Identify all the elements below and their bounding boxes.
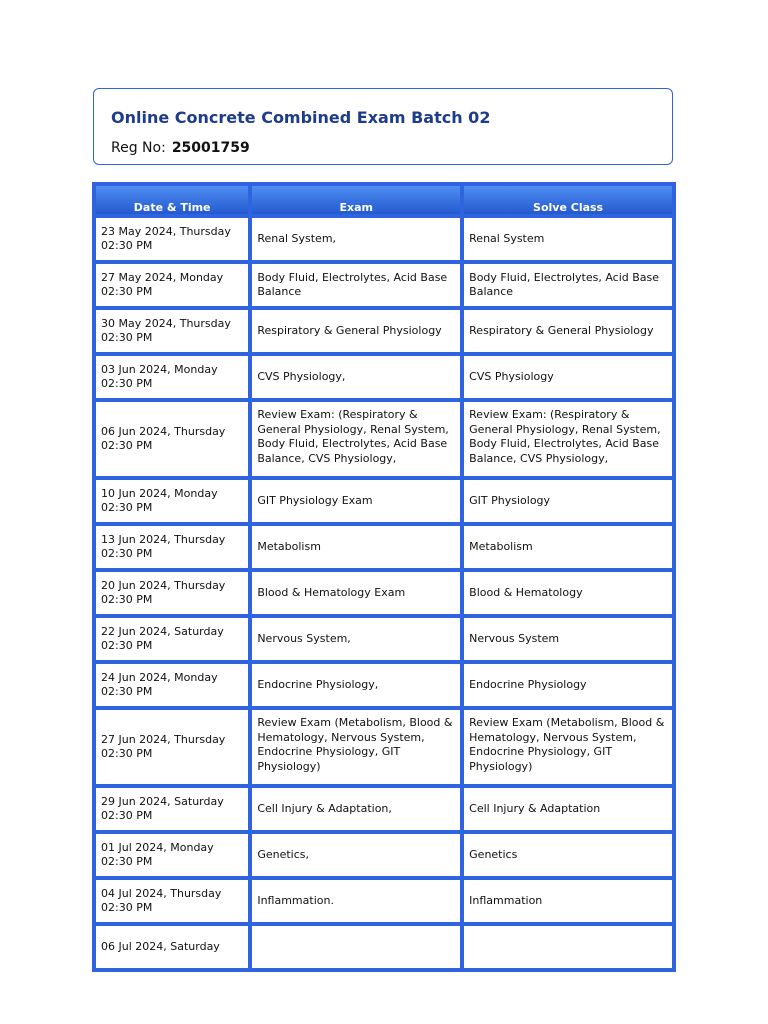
cell-date-time bbox=[96, 264, 248, 306]
exam-date: 04 Jul 2024, Thursday bbox=[101, 886, 222, 900]
exam-time: 02:30 PM bbox=[101, 547, 153, 560]
cell-exam: Body Fluid, Electrolytes, Acid Base Balance bbox=[252, 264, 460, 306]
table-row bbox=[96, 664, 672, 706]
reg-number: 25001759 bbox=[171, 140, 250, 156]
cell-exam: Inflammation. bbox=[252, 880, 460, 922]
column-header-solve-class: Solve Class bbox=[464, 186, 672, 214]
table-row bbox=[96, 526, 672, 568]
exam-date: 23 May 2024, Thursday bbox=[101, 224, 231, 238]
exam-info-card bbox=[93, 88, 673, 165]
cell-exam: GIT Physiology Exam bbox=[252, 480, 460, 522]
exam-time: 02:30 PM bbox=[101, 501, 153, 514]
column-header-exam: Exam bbox=[252, 186, 460, 214]
cell-exam: Blood & Hematology Exam bbox=[252, 572, 460, 614]
cell-solve-class: Renal System bbox=[464, 218, 672, 260]
exam-date: 13 Jun 2024, Thursday bbox=[101, 532, 226, 546]
exam-time: 02:30 PM bbox=[101, 809, 153, 822]
exam-date: 01 Jul 2024, Monday bbox=[101, 840, 214, 854]
cell-date-time bbox=[96, 480, 248, 522]
cell-exam: Endocrine Physiology, bbox=[252, 664, 460, 706]
table-row bbox=[96, 402, 672, 476]
cell-solve-class: Endocrine Physiology bbox=[464, 664, 672, 706]
cell-date-time bbox=[96, 526, 248, 568]
exam-date: 06 Jul 2024, Saturday bbox=[101, 939, 220, 953]
table-header-row bbox=[96, 186, 672, 214]
column-header-date-time: Date & Time bbox=[96, 186, 248, 214]
table-row bbox=[96, 218, 672, 260]
cell-solve-class: Body Fluid, Electrolytes, Acid Base Balance bbox=[464, 264, 672, 306]
cell-date-time bbox=[96, 710, 248, 784]
cell-date-time bbox=[96, 310, 248, 352]
schedule-table-container bbox=[93, 183, 675, 953]
schedule-table bbox=[92, 182, 676, 972]
exam-time: 02:30 PM bbox=[101, 331, 153, 344]
exam-date: 30 May 2024, Thursday bbox=[101, 316, 231, 330]
exam-date: 10 Jun 2024, Monday bbox=[101, 486, 218, 500]
exam-time: 02:30 PM bbox=[101, 439, 153, 452]
table-row bbox=[96, 618, 672, 660]
exam-time: 02:30 PM bbox=[101, 855, 153, 868]
cell-solve-class: Inflammation bbox=[464, 880, 672, 922]
cell-exam: Cell Injury & Adaptation, bbox=[252, 788, 460, 830]
cell-solve-class: Review Exam (Metabolism, Blood & Hematology, Nervous System, Endocrine Physiology, GIT Physiology) bbox=[464, 710, 672, 784]
cell-exam bbox=[252, 926, 460, 968]
cell-solve-class: Genetics bbox=[464, 834, 672, 876]
table-row bbox=[96, 310, 672, 352]
table-row bbox=[96, 710, 672, 784]
cell-solve-class: Respiratory & General Physiology bbox=[464, 310, 672, 352]
exam-title: Online Concrete Combined Exam Batch 02 bbox=[111, 108, 491, 127]
table-row bbox=[96, 480, 672, 522]
exam-date: 27 May 2024, Monday bbox=[101, 270, 224, 284]
exam-time: 02:30 PM bbox=[101, 377, 153, 390]
exam-date: 29 Jun 2024, Saturday bbox=[101, 794, 224, 808]
table-row bbox=[96, 926, 672, 968]
cell-date-time bbox=[96, 402, 248, 476]
cell-date-time bbox=[96, 356, 248, 398]
cell-solve-class: CVS Physiology bbox=[464, 356, 672, 398]
cell-date-time bbox=[96, 834, 248, 876]
registration-line bbox=[111, 140, 250, 156]
cell-exam: Genetics, bbox=[252, 834, 460, 876]
cell-date-time bbox=[96, 880, 248, 922]
table-row bbox=[96, 356, 672, 398]
cell-solve-class: Cell Injury & Adaptation bbox=[464, 788, 672, 830]
cell-date-time bbox=[96, 788, 248, 830]
cell-exam: Renal System, bbox=[252, 218, 460, 260]
exam-time: 02:30 PM bbox=[101, 593, 153, 606]
reg-label: Reg No: bbox=[111, 140, 166, 156]
exam-time: 02:30 PM bbox=[101, 901, 153, 914]
cell-date-time bbox=[96, 664, 248, 706]
cell-solve-class: Nervous System bbox=[464, 618, 672, 660]
exam-time: 02:30 PM bbox=[101, 639, 153, 652]
table-row bbox=[96, 834, 672, 876]
exam-date: 27 Jun 2024, Thursday bbox=[101, 732, 226, 746]
exam-time: 02:30 PM bbox=[101, 285, 153, 298]
table-row bbox=[96, 264, 672, 306]
table-row bbox=[96, 572, 672, 614]
schedule-table-body bbox=[96, 218, 672, 968]
cell-solve-class: Review Exam: (Respiratory & General Physiology, Renal System, Body Fluid, Electrolytes, Acid Base Balance, CVS Physiology, bbox=[464, 402, 672, 476]
exam-date: 03 Jun 2024, Monday bbox=[101, 362, 218, 376]
cell-exam: CVS Physiology, bbox=[252, 356, 460, 398]
exam-time: 02:30 PM bbox=[101, 685, 153, 698]
cell-date-time bbox=[96, 926, 248, 968]
exam-time: 02:30 PM bbox=[101, 239, 153, 252]
cell-date-time bbox=[96, 618, 248, 660]
table-row bbox=[96, 880, 672, 922]
cell-exam: Nervous System, bbox=[252, 618, 460, 660]
cell-solve-class: Blood & Hematology bbox=[464, 572, 672, 614]
exam-date: 06 Jun 2024, Thursday bbox=[101, 424, 226, 438]
cell-solve-class: GIT Physiology bbox=[464, 480, 672, 522]
exam-date: 20 Jun 2024, Thursday bbox=[101, 578, 226, 592]
exam-date: 22 Jun 2024, Saturday bbox=[101, 624, 224, 638]
cell-date-time bbox=[96, 572, 248, 614]
cell-solve-class bbox=[464, 926, 672, 968]
cell-exam: Metabolism bbox=[252, 526, 460, 568]
cell-exam: Respiratory & General Physiology bbox=[252, 310, 460, 352]
cell-exam: Review Exam (Metabolism, Blood & Hematology, Nervous System, Endocrine Physiology, GIT Physiology) bbox=[252, 710, 460, 784]
cell-date-time bbox=[96, 218, 248, 260]
table-row bbox=[96, 788, 672, 830]
exam-date: 24 Jun 2024, Monday bbox=[101, 670, 218, 684]
cell-exam: Review Exam: (Respiratory & General Physiology, Renal System, Body Fluid, Electrolytes, Acid Base Balance, CVS Physiology, bbox=[252, 402, 460, 476]
exam-time: 02:30 PM bbox=[101, 747, 153, 760]
cell-solve-class: Metabolism bbox=[464, 526, 672, 568]
